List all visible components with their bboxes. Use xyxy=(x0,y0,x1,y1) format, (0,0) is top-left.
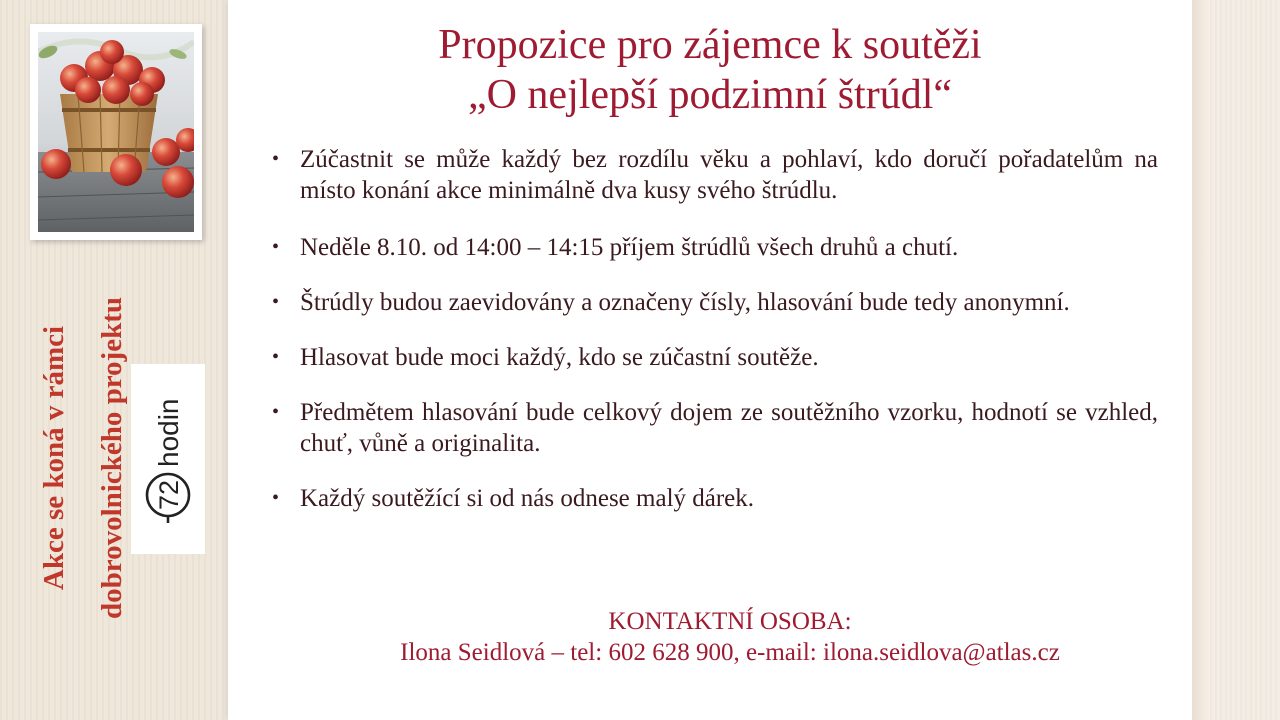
title-line-2: „O nejlepší podzimní štrúdl“ xyxy=(467,72,953,118)
main-content-panel xyxy=(228,0,1192,720)
logo-word: hodin xyxy=(153,398,184,467)
list-item: • Štrúdly budou zaevidovány a označeny čísly, hlasování bude tedy anonymní. xyxy=(272,287,1158,318)
right-edge-shadow xyxy=(1192,0,1210,720)
contact-label: KONTAKTNÍ OSOBA: xyxy=(608,608,852,635)
contact-details: Ilona Seidlová – tel: 602 628 900, e-mail: ilona.seidlova@atlas.cz xyxy=(400,639,1060,666)
apple-basket-photo-icon xyxy=(38,32,194,232)
list-item: • Každý soutěžící si od nás odnese malý dárek. xyxy=(272,483,1158,514)
72-hodin-logo xyxy=(131,364,205,554)
contact-block xyxy=(248,606,1212,668)
vertical-line-1: Akce se koná v rámci xyxy=(38,325,70,591)
72-hodin-logo-icon xyxy=(131,364,205,554)
vertical-line-2: dobrovolnického projektu xyxy=(96,296,128,620)
logo-number: 72 xyxy=(154,479,184,511)
apple-basket-photo xyxy=(30,24,202,240)
list-item: • Zúčastnit se může každý bez rozdílu věku a pohlaví, kdo doručí pořadatelům na místo konání akce minimálně dva kusy svého štrúdlu. xyxy=(272,144,1158,206)
left-sidebar xyxy=(0,0,226,720)
vertical-project-note xyxy=(25,248,135,668)
page-title xyxy=(228,20,1192,120)
title-line-1: Propozice pro zájemce k soutěži xyxy=(438,22,982,68)
list-item: • Neděle 8.10. od 14:00 – 14:15 příjem štrúdlů všech druhů a chutí. xyxy=(272,232,1158,263)
rules-list xyxy=(272,144,1158,514)
list-item: • Předmětem hlasování bude celkový dojem ze soutěžního vzorku, hodnotí se vzhled, chuť, vůně a originalita. xyxy=(272,397,1158,459)
list-item: • Hlasovat bude moci každý, kdo se zúčastní soutěže. xyxy=(272,342,1158,373)
